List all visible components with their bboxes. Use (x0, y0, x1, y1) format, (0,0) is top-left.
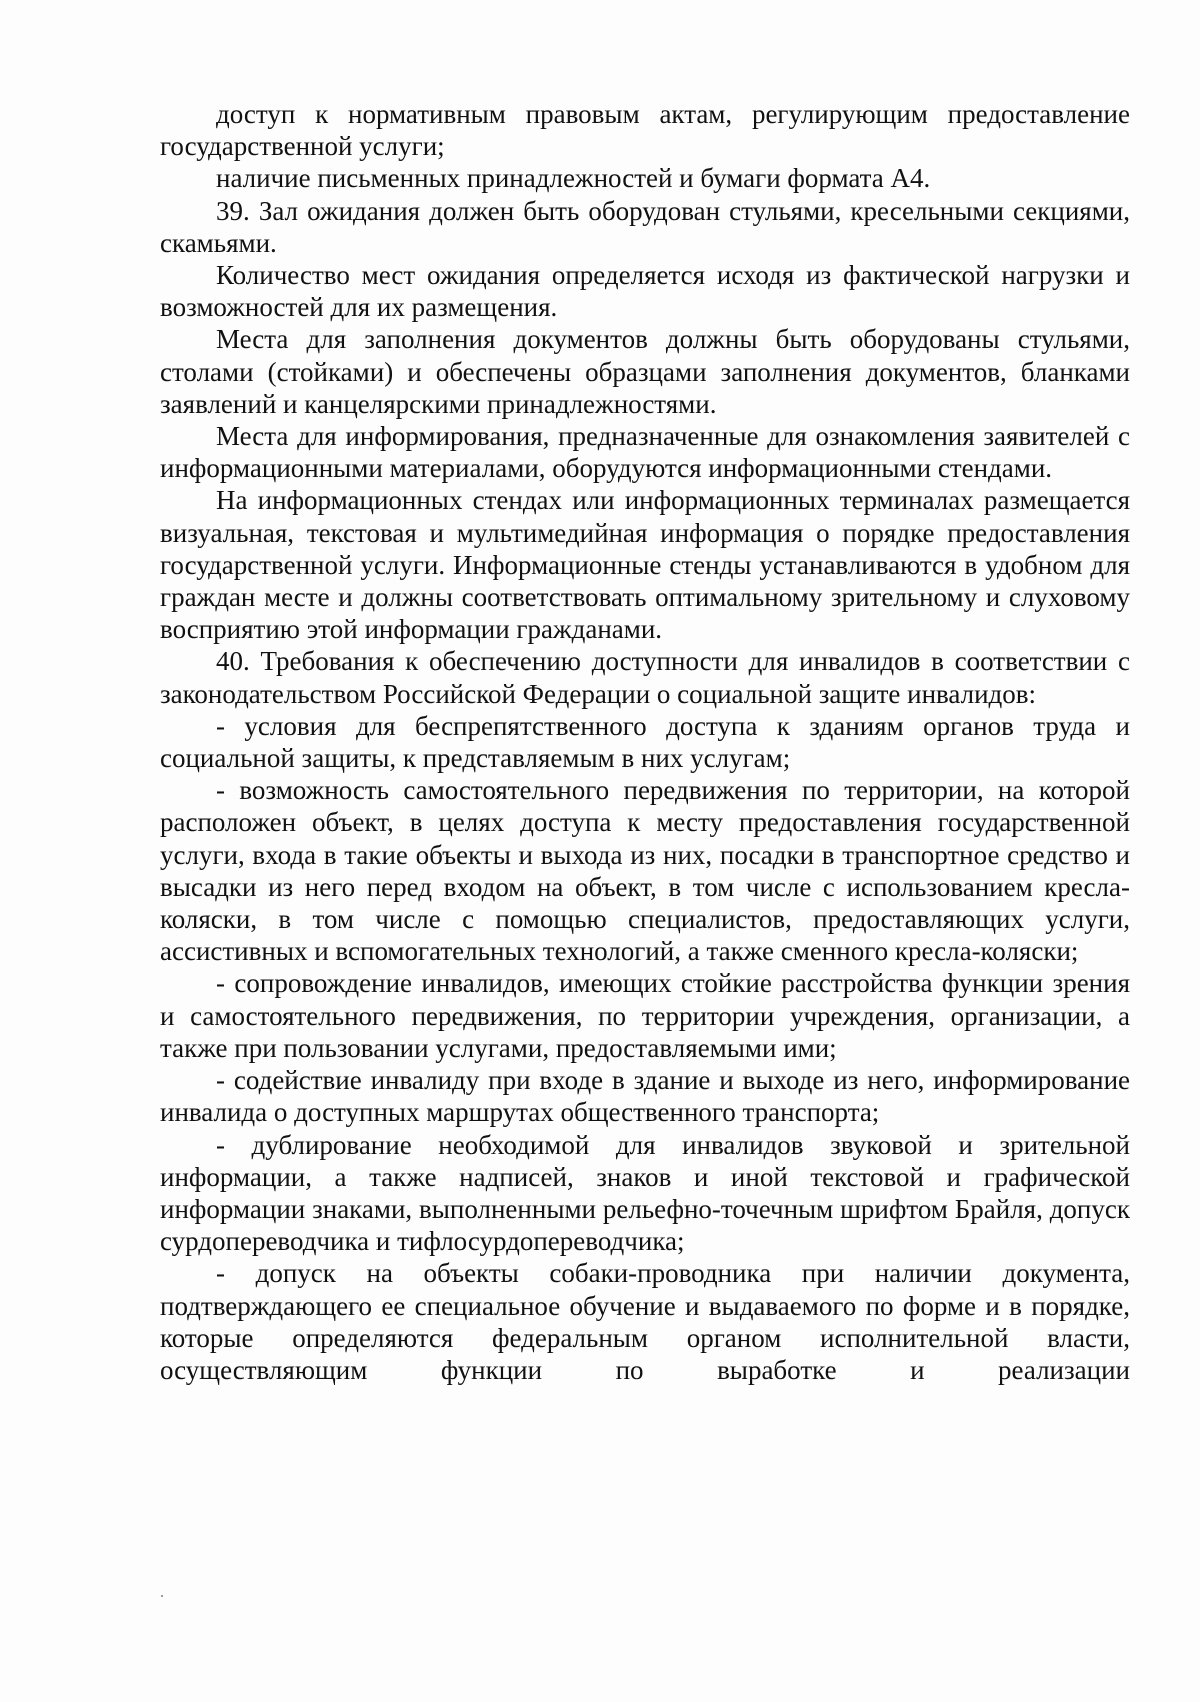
scan-speck (161, 1595, 163, 1597)
paragraph-information-stands: На информационных стендах или информационных терминалах размещается визуальная, текстовая и мультимедийная информация о порядке предоставления государственной услуги. Информационные стенды устанавливаются в удобном для граждан месте и должны соответствовать оптимальному зрительному и слуховому восприятию этой информации гражданами. (160, 485, 1130, 645)
paragraph-legal-acts-access: доступ к нормативным правовым актам, регулирующим предоставление государственной услуги; (160, 99, 1130, 162)
paragraph-information-places: Места для информирования, предназначенные для ознакомления заявителей с информационными материалами, оборудуются информационными стендами. (160, 421, 1130, 484)
list-item-independent-movement: - возможность самостоятельного передвижения по территории, на которой расположен объект, в целях доступа к месту предоставления государственной услуги, входа в такие объекты и выхода из них, посадки в транспортное средство и высадки из него перед входом на объект, в том числе с использованием кресла-коляски, в том числе с помощью специалистов, предоставляющих услуги, ассистивных и вспомогательных технологий, а также сменного кресла-коляски; (160, 775, 1130, 967)
document-body (160, 98, 1130, 1386)
list-item-information-duplication: - дублирование необходимой для инвалидов звуковой и зрительной информации, а также надписей, знаков и иной текстовой и графической информации знаками, выполненными рельефно-точечным шрифтом Брайля, допуск сурдопереводчика и тифлосурдопереводчика; (160, 1129, 1130, 1257)
paragraph-document-filling-places: Места для заполнения документов должны быть оборудованы стульями, столами (стойками) и обеспечены образцами заполнения документов, бланками заявлений и канцелярскими принадлежностями. (160, 324, 1130, 419)
paragraph-39-waiting-hall: 39. Зал ожидания должен быть оборудован стульями, кресельными секциями, скамьями. (160, 195, 1130, 258)
list-item-entry-assistance: - содействие инвалиду при входе в здание и выходе из него, информирование инвалида о доступных маршрутах общественного транспорта; (160, 1065, 1130, 1128)
paragraph-writing-supplies: наличие письменных принадлежностей и бумаги формата А4. (216, 163, 931, 194)
list-item-escort: - сопровождение инвалидов, имеющих стойкие расстройства функции зрения и самостоятельного передвижения, по территории учреждения, организации, а также при пользовании услугами, предоставляемыми ими; (160, 968, 1130, 1063)
paragraph-40-accessibility: 40. Требования к обеспечению доступности для инвалидов в соответствии с законодательством Российской Федерации о социальной защите инвалидов: (160, 646, 1130, 709)
list-item-building-access: - условия для беспрепятственного доступа к зданиям органов труда и социальной защиты, к представляемым в них услугам; (160, 710, 1130, 774)
paragraph-waiting-seats: Количество мест ожидания определяется исходя из фактической нагрузки и возможностей для их размещения. (160, 260, 1130, 323)
list-item-guide-dog: - допуск на объекты собаки-проводника при наличии документа, подтверждающего ее специальное обучение и выдаваемого по форме и в порядке, которые определяются федеральным органом исполнительной власти, осуществляющим функции по выработке и реализации (160, 1258, 1130, 1385)
